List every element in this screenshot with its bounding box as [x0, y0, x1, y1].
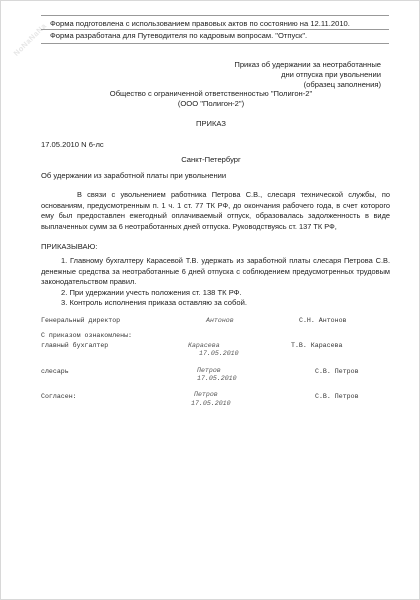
mechanic-name: С.В. Петров: [315, 368, 359, 375]
familiarized-label: С приказом ознакомлены:: [41, 332, 133, 339]
org-name: Общество с ограниченной ответственностью "Полигон-2": [109, 89, 313, 98]
agree-signature: Петров: [194, 391, 218, 398]
form-caption: [234, 60, 381, 90]
agree-label: Согласен:: [41, 393, 77, 400]
notice-line-1: Форма подготовлена с использованием правовых актов по состоянию на 12.11.2010.: [50, 19, 350, 28]
order-word: ПРИКАЗЫВАЮ:: [41, 242, 98, 251]
mechanic-signature: Петров: [197, 367, 221, 374]
director-title: Генеральный директор: [41, 317, 121, 324]
mechanic-title: слесарь: [41, 368, 69, 375]
legal-notice-box: [41, 15, 389, 44]
accountant-signature: Карасева: [188, 342, 220, 349]
mechanic-date: 17.05.2010: [197, 375, 237, 382]
order-item-3: 3. Контроль исполнения приказа оставляю за собой.: [61, 298, 247, 307]
order-item-2: 2. При удержании учесть положения ст. 138 ТК РФ.: [61, 288, 242, 297]
form-caption-line-2: дни отпуска при увольнении: [281, 70, 381, 79]
director-name: С.Н. Антонов: [299, 317, 347, 324]
doc-subject: Об удержании из заработной платы при увольнении: [41, 171, 227, 180]
doc-date-number: 17.05.2010 N 6-лс: [41, 140, 104, 149]
director-signature: Антонов: [206, 317, 234, 324]
agree-name: С.В. Петров: [315, 393, 359, 400]
doc-title: ПРИКАЗ: [196, 119, 226, 128]
form-caption-line-3: (образец заполнения): [303, 80, 381, 89]
order-item-1-text: 1. Главному бухгалтеру Карасевой Т.В. удержать из заработной платы слесаря Петрова С.В. денежные средства за неотработанные 6 дней отпуска с соблюдением предусмотренных трудовым законодательством правил.: [41, 256, 390, 287]
body-paragraph: [41, 190, 390, 232]
notice-line-2: Форма разработана для Путеводителя по кадровым вопросам. "Отпуск".: [50, 31, 308, 40]
body-paragraph-text: В связи с увольнением работника Петрова С.В., слесаря технической службы, по основаниям, предусмотренным п. 1 ч. 1 ст. 77 ТК РФ, до окончания рабочего года, в счет которого ему был предоставлен ежегодный оплачиваемый отпуск, образовалась задолженность в виде выплаченных сумм за 6 неотработанных дней отпуска. Руководствуясь ст. 137 ТК РФ,: [41, 190, 390, 231]
agree-date: 17.05.2010: [191, 400, 231, 407]
accountant-name: Т.В. Карасева: [291, 342, 343, 349]
org-short-name: (ООО "Полигон-2"): [177, 99, 245, 108]
accountant-title: главный бухгалтер: [41, 342, 109, 349]
watermark: NoNaNaNa: [11, 21, 49, 58]
form-caption-line-1: Приказ об удержании за неотработанные: [234, 60, 381, 69]
order-item-1: [41, 256, 390, 288]
city: Санкт-Петербург: [181, 155, 241, 164]
accountant-date: 17.05.2010: [199, 350, 239, 357]
